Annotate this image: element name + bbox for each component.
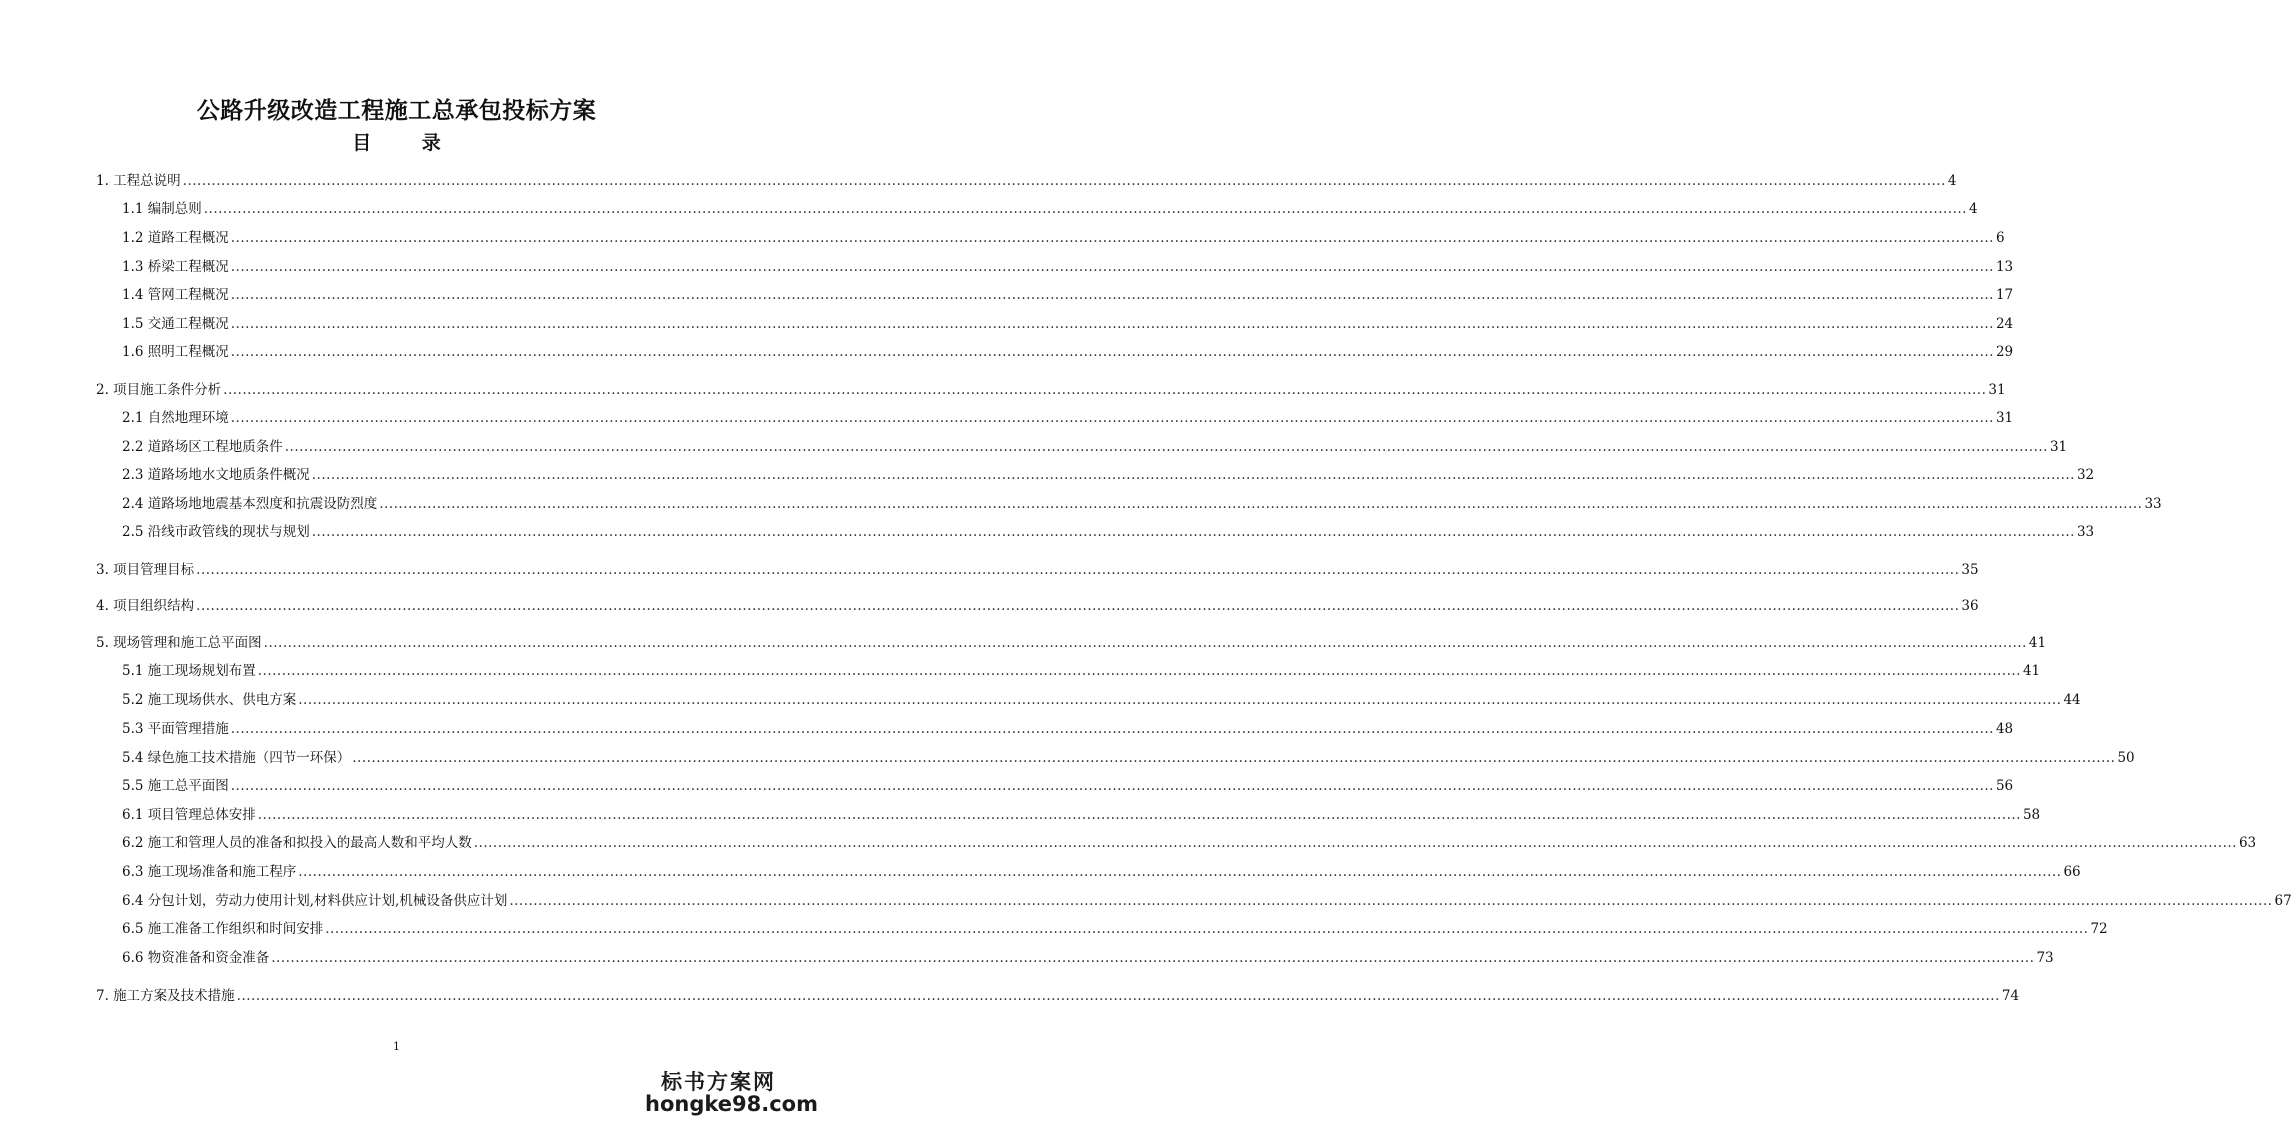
- toc-entry-page: 74: [2001, 988, 2020, 1004]
- toc-entry-label: 6.5 施工准备工作组织和时间安排: [122, 921, 324, 937]
- toc-entry-page: 4: [1947, 173, 1957, 189]
- toc-entry-page: 63: [2238, 835, 2257, 851]
- toc-leader: [325, 919, 2088, 939]
- toc-entry-label: 5.4 绿色施工技术措施（四节一环保）: [122, 750, 351, 766]
- page-number: 1: [393, 1040, 400, 1053]
- toc-entry-page: 6: [1995, 230, 2005, 246]
- toc-leader: [237, 986, 2000, 1006]
- toc-entry[interactable]: [96, 986, 2020, 1006]
- toc-entry-label: 2.3 道路场地水文地质条件概况: [122, 467, 310, 483]
- toc-entry-page: 66: [2063, 864, 2081, 880]
- toc-entry-page: 13: [1995, 259, 2014, 275]
- toc-entry-label: 2.4 道路场地地震基本烈度和抗震设防烈度: [122, 496, 378, 512]
- toc-entry-label: 7. 施工方案及技术措施: [96, 988, 235, 1004]
- toc-entry-page: 50: [2117, 750, 2135, 766]
- toc-leader: [312, 465, 2075, 485]
- toc-leader: [204, 199, 1967, 219]
- toc-entry-page: 31: [2049, 439, 2068, 455]
- toc-entry-page: 48: [1995, 721, 2014, 737]
- toc-entry-page: 44: [2063, 692, 2081, 708]
- toc-entry[interactable]: [122, 522, 2095, 542]
- toc-leader: [231, 314, 1994, 334]
- toc-entry[interactable]: [96, 171, 1957, 191]
- toc-heading: 目 录: [352, 132, 463, 154]
- toc-entry-label: 4. 项目组织结构: [96, 598, 195, 614]
- toc-leader: [231, 408, 1994, 428]
- toc-leader: [298, 690, 2061, 710]
- toc-leader: [231, 285, 1994, 305]
- toc-entry-label: 6.4 分包计划，劳动力使用计划,材料供应计划,机械设备供应计划: [122, 893, 508, 909]
- toc-entry[interactable]: [122, 719, 2014, 739]
- toc-entry-page: 73: [2036, 950, 2054, 966]
- toc-leader: [474, 833, 2237, 853]
- watermark-en: hongke98.com: [645, 1092, 818, 1116]
- document-title: 公路升级改造工程施工总承包投标方案: [196, 98, 597, 124]
- toc-entry-page: 24: [1995, 316, 2014, 332]
- toc-entry-label: 2. 项目施工条件分析: [96, 382, 222, 398]
- toc-entry[interactable]: [122, 228, 2005, 248]
- toc-leader: [231, 776, 1994, 796]
- toc-entry[interactable]: [122, 748, 2135, 768]
- toc-leader: [285, 437, 2048, 457]
- toc-entry-page: 41: [2028, 635, 2047, 651]
- toc-entry-label: 2.1 自然地理环境: [122, 410, 229, 426]
- toc-leader: [258, 661, 2021, 681]
- toc-entry-page: 41: [2022, 663, 2041, 679]
- toc-entry-label: 6.1 项目管理总体安排: [122, 807, 256, 823]
- toc-entry[interactable]: [96, 380, 2006, 400]
- toc-leader: [271, 948, 2034, 968]
- toc-leader: [196, 596, 1959, 616]
- toc-entry-label: 1.5 交通工程概况: [122, 316, 229, 332]
- toc-entry[interactable]: [122, 891, 2292, 911]
- toc-entry-label: 6.3 施工现场准备和施工程序: [122, 864, 297, 880]
- toc-entry[interactable]: [122, 690, 2081, 710]
- toc-entry[interactable]: [122, 805, 2041, 825]
- toc-entry-label: 1.6 照明工程概况: [122, 344, 229, 360]
- toc-leader: [223, 380, 1986, 400]
- toc-entry[interactable]: [96, 633, 2047, 653]
- toc-entry-page: 17: [1995, 287, 2014, 303]
- toc-entry-label: 1.1 编制总则: [122, 201, 202, 217]
- toc-entry-page: 29: [1995, 344, 2014, 360]
- toc-entry-page: 56: [1995, 778, 2014, 794]
- toc-leader: [231, 257, 1994, 277]
- toc-entry-page: 32: [2076, 467, 2095, 483]
- toc-entry-label: 1.2 道路工程概况: [122, 230, 229, 246]
- toc-entry-page: 67: [2274, 893, 2292, 909]
- toc-entry-label: 2.2 道路场区工程地质条件: [122, 439, 283, 455]
- toc-entry-page: 33: [2144, 496, 2162, 512]
- toc-entry[interactable]: [122, 919, 2108, 939]
- toc-entry-page: 35: [1961, 562, 1979, 578]
- toc-entry[interactable]: [122, 776, 2014, 796]
- toc-entry[interactable]: [96, 560, 1979, 580]
- toc-entry[interactable]: [122, 314, 2014, 334]
- toc-entry-label: 5.5 施工总平面图: [122, 778, 229, 794]
- toc-entry-page: 36: [1961, 598, 1979, 614]
- toc-entry-label: 5.1 施工现场规划布置: [122, 663, 256, 679]
- toc-entry-label: 2.5 沿线市政管线的现状与规划: [122, 524, 310, 540]
- toc-entry[interactable]: [122, 862, 2081, 882]
- toc-entry-page: 58: [2022, 807, 2041, 823]
- toc-entry-page: 31: [1988, 382, 2006, 398]
- toc-entry-page: 72: [2090, 921, 2108, 937]
- toc-entry[interactable]: [96, 596, 1979, 616]
- toc-entry[interactable]: [122, 833, 2257, 853]
- toc-leader: [231, 228, 1994, 248]
- toc-entry-label: 6.2 施工和管理人员的准备和拟投入的最高人数和平均人数: [122, 835, 472, 851]
- toc-entry[interactable]: [122, 465, 2095, 485]
- toc-entry[interactable]: [122, 494, 2162, 514]
- toc-entry-label: 5.2 施工现场供水、供电方案: [122, 692, 297, 708]
- toc-leader: [258, 805, 2021, 825]
- toc-leader: [312, 522, 2075, 542]
- toc-entry-page: 4: [1968, 201, 1978, 217]
- toc-entry-page: 31: [1995, 410, 2014, 426]
- toc-leader: [231, 342, 1994, 362]
- toc-entry[interactable]: [122, 948, 2054, 968]
- toc-entry[interactable]: [122, 661, 2041, 681]
- toc-leader: [379, 494, 2142, 514]
- toc-entry[interactable]: [122, 408, 2014, 428]
- toc-entry[interactable]: [122, 437, 2068, 457]
- toc-leader: [231, 719, 1994, 739]
- watermark-cn: 标书方案网: [661, 1070, 776, 1094]
- toc-entry-page: 33: [2076, 524, 2095, 540]
- toc-entry-label: 5. 现场管理和施工总平面图: [96, 635, 262, 651]
- toc-leader: [509, 891, 2272, 911]
- toc-leader: [183, 171, 1946, 191]
- toc-entry[interactable]: [122, 285, 2014, 305]
- toc-entry-label: 6.6 物资准备和资金准备: [122, 950, 270, 966]
- toc-entry-label: 1.3 桥梁工程概况: [122, 259, 229, 275]
- toc-entry-label: 5.3 平面管理措施: [122, 721, 229, 737]
- toc-leader: [352, 748, 2115, 768]
- toc-leader: [196, 560, 1959, 580]
- toc-leader: [264, 633, 2027, 653]
- toc-entry-label: 1. 工程总说明: [96, 173, 181, 189]
- toc-entry-label: 1.4 管网工程概况: [122, 287, 229, 303]
- toc-entry[interactable]: [122, 199, 1978, 219]
- toc-entry-label: 3. 项目管理目标: [96, 562, 195, 578]
- toc-leader: [298, 862, 2061, 882]
- toc-entry[interactable]: [122, 342, 2014, 362]
- toc-entry[interactable]: [122, 257, 2014, 277]
